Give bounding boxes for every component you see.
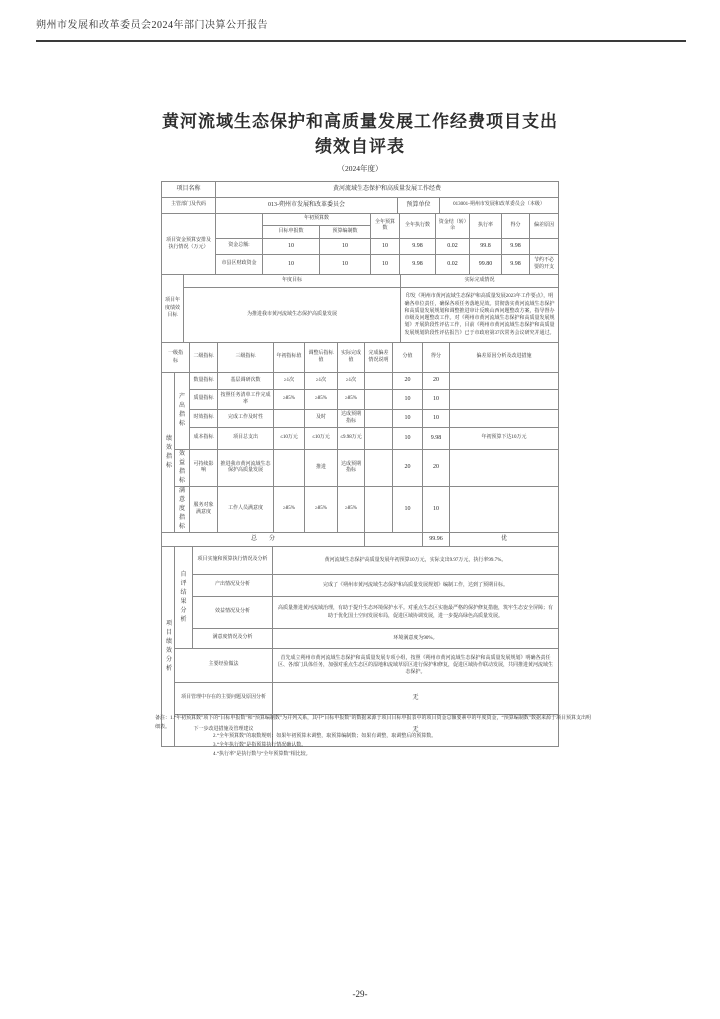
- cell-value: 10: [320, 255, 371, 275]
- score-cell: 10: [423, 487, 450, 533]
- project-name-row: [162, 182, 559, 198]
- analysis-row-label: 项目实施和预算执行情况及分析: [193, 547, 273, 575]
- init-cell: [274, 410, 305, 428]
- footnote-2: 2.“全年预算数”的取数规则：如果年初预算未调整，取预算编制数；如果有调整，取调整后的预算数。: [213, 734, 437, 739]
- adjusted-cell: 及时: [305, 410, 338, 428]
- level2-cell: 时效指标: [190, 410, 218, 428]
- indicators-header-row: [162, 343, 559, 373]
- init-cell: ≥85%: [274, 390, 305, 410]
- adjusted-cell: ≥85%: [305, 487, 338, 533]
- output-indicator-label: 产出指标: [175, 373, 190, 450]
- level3-cell: 基层调研次数: [218, 373, 274, 390]
- page-title: [0, 110, 720, 159]
- points-cell: 20: [393, 373, 423, 390]
- actual-cell: 达成预期指标: [338, 410, 365, 428]
- adjusted-cell: 推进: [305, 450, 338, 487]
- fund-row-label: 市县区财政资金: [216, 255, 263, 275]
- page-number: -29-: [352, 989, 368, 999]
- reason-cell: [450, 450, 559, 487]
- experience-content: 首先成立朔州市黄河流域生态保护和高质量发展专项小组，按照《朔州市黄河流域生态保护和高质量发展规划》明确各责任区、各部门具体任务，加强对重点生态区的湿地和流域草原区进行保护和修复，促进区域协作联动发展，共同推进黄河流域生态保护。: [273, 649, 559, 683]
- rating-value: 优: [450, 533, 559, 547]
- cell-value: 10: [263, 255, 320, 275]
- cell-value: 10: [263, 239, 320, 255]
- init-cell: [274, 450, 305, 487]
- fund-local-row: [162, 255, 559, 275]
- score-cell: 20: [423, 373, 450, 390]
- points-cell: 10: [393, 428, 423, 450]
- indicator-row-quality: [162, 390, 559, 410]
- cell-value: 节约不必要的开支: [530, 255, 559, 275]
- analysis-outer-label: 项目绩效分析: [162, 547, 175, 747]
- deviation-cell: [365, 410, 393, 428]
- problems-label: 项目管理中存在的主要问题及原因分析: [175, 683, 273, 715]
- score-cell: 10: [423, 410, 450, 428]
- fund-total-row: [162, 239, 559, 255]
- fund-section-label: 项目资金预算安排及执行情况（万元）: [162, 214, 216, 275]
- footnotes: [155, 714, 595, 759]
- level1-header: 一级指标: [162, 343, 190, 373]
- analysis-row-content: 完成了《朔州市黄河流域生态保护和高质量发展规划》编制工作，达到了预期目标。: [273, 575, 559, 597]
- goal-section: [161, 274, 559, 343]
- cell-value: 9.98: [400, 255, 436, 275]
- reason-cell: [450, 373, 559, 390]
- reason-cell: 年初预算下达10万元: [450, 428, 559, 450]
- cell-value: 10: [371, 239, 400, 255]
- level2-cell: 数量指标: [190, 373, 218, 390]
- self-evaluation-table: [161, 182, 558, 747]
- deviation-cell: [365, 390, 393, 410]
- indicator-row-cost: [162, 428, 559, 450]
- level2-cell: 可持续影响: [190, 450, 218, 487]
- deviation-cell: [365, 428, 393, 450]
- reason-cell: [450, 390, 559, 410]
- budget-unit-label: 预算单位: [398, 198, 440, 214]
- cell-value: [530, 239, 559, 255]
- cell-value: 0.02: [436, 239, 470, 255]
- benefit-indicator-label: 效益指标: [175, 450, 190, 487]
- annual-goal-text: 为推进我市黄河流域生态保护高质量发展: [184, 288, 401, 343]
- score-cell: 10: [423, 390, 450, 410]
- cell-value: 9.98: [400, 239, 436, 255]
- analysis-row-label: 满意度情况及分析: [193, 629, 273, 649]
- budget-unit-value: 013001-朔州市发展和改革委员会（本级）: [440, 198, 559, 214]
- budget-compiled-header: 预算编制数: [320, 226, 371, 239]
- level2-cell: 质量指标: [190, 390, 218, 410]
- cell-value: 0.02: [436, 255, 470, 275]
- adjusted-cell: ≥1次: [305, 373, 338, 390]
- adjusted-cell: ≤10万元: [305, 428, 338, 450]
- level3-header: 三级指标: [218, 343, 274, 373]
- points-cell: 10: [393, 487, 423, 533]
- satisfaction-indicator-label: 满意度指标: [175, 487, 190, 533]
- footnote-1: 备注：1.“年初预算数”项下的“目标申报数”和“预算编制数”为并列关系，其中“目标申报数”的数据来源于项目目标申报表中的项目资金总额要素中的年度资金，“预算编制数”数据来源于项目预算支出明细表。: [155, 716, 591, 730]
- fund-sublabel-spacer: [216, 214, 263, 239]
- self-eval-label: 自评结果分析: [175, 547, 193, 649]
- init-value-header: 年初指标值: [274, 343, 305, 373]
- department-row: [162, 198, 559, 214]
- actual-cell: ≥85%: [338, 487, 365, 533]
- reason-cell: [450, 410, 559, 428]
- deviation-cell: [365, 487, 393, 533]
- analysis-row-content: 高质量推进黄河流域治理，有助于提升生态环境保护水平。对重点生态区实施最严格的保护修复措施，筑牢生态安全屏障；有助于优化国土空间发展布局，促进区域协调发展，进一步提高绿色高质量发展。: [273, 597, 559, 629]
- annual-goal-header: 年度目标: [184, 275, 401, 288]
- actual-completion-header: 实际完成情况: [401, 275, 559, 288]
- next-steps-label: 下一步改进措施及管理建议: [175, 715, 273, 747]
- level2-cell: 成本指标: [190, 428, 218, 450]
- deviation-reason-header: 偏差原因: [530, 214, 559, 239]
- points-cell: 10: [393, 410, 423, 428]
- indicator-row-satisfaction: [162, 487, 559, 533]
- actual-cell: 达成预期指标: [338, 450, 365, 487]
- reason-cell: [450, 487, 559, 533]
- target-declared-header: 目标申报数: [263, 226, 320, 239]
- indicator-row-timeliness: [162, 410, 559, 428]
- actual-value-header: 实际完成值: [338, 343, 365, 373]
- experience-label: 主要经验做法: [175, 649, 273, 683]
- title-year: （2024年度）: [337, 164, 383, 173]
- actual-cell: ≥1次: [338, 373, 365, 390]
- cell-value: 10: [320, 239, 371, 255]
- level3-cell: 按照任务清单工作完成率: [218, 390, 274, 410]
- indicator-row-benefit: [162, 450, 559, 487]
- next-steps-content: 无: [273, 715, 559, 747]
- analysis-row-execution: [162, 547, 559, 575]
- adjusted-value-header: 调整后指标值: [305, 343, 338, 373]
- total-score-label: 总 分: [162, 533, 365, 547]
- actual-completion-text: 印发《朔州市黄河流域生态保护和高质量发展2023年工作要点》，明确各单位责任，确保各项任务落地见效。贯彻落实黄河流域生态保护和高质量发展规划和调整推进审计反映山西问题整改方案，指导督办市级及问题整改工作。对《朔州市黄河流域生态保护和高质量发展规划》开展阶段性评估工作，目前《朔州市黄河流域生态保护和高质量发展规划阶段性评估报告》已于市政府第37次常务会议研究并通过。: [401, 288, 559, 343]
- fund-row-label: 资金总额:: [216, 239, 263, 255]
- problems-row: [162, 683, 559, 715]
- report-header: 朔州市发展和改革委员会2024年部门决算公开报告: [36, 16, 686, 42]
- project-name-label: 项目名称: [162, 182, 216, 198]
- actual-cell: ≥85%: [338, 390, 365, 410]
- points-cell: 10: [393, 390, 423, 410]
- dept-label: 主管部门及代码: [162, 198, 216, 214]
- cell-value: 99.8: [470, 239, 502, 255]
- level3-cell: 推进我市黄河流域生态保护高质量发展: [218, 450, 274, 487]
- analysis-row-content: 环境满意度为90%。: [273, 629, 559, 649]
- deviation-cell: [365, 450, 393, 487]
- score-cell: 20: [423, 450, 450, 487]
- level2-cell: 服务对象满意度: [190, 487, 218, 533]
- project-name-value: 黄河流域生态保护和高质量发展工作经费: [216, 182, 559, 198]
- goal-section-label: 项目年度绩效目标: [162, 275, 184, 343]
- analysis-row-satisfaction: [162, 629, 559, 649]
- level3-cell: 完成工作及时性: [218, 410, 274, 428]
- experience-row: [162, 649, 559, 683]
- indicator-score-header: 得分: [423, 343, 450, 373]
- level2-header: 二级指标: [190, 343, 218, 373]
- fund-header-row-1: [162, 214, 559, 226]
- indicator-reason-header: 偏差原因分析及改进措施: [450, 343, 559, 373]
- footnote-4: 4.“执行率”是执行数与“全年预算数”相比较。: [213, 752, 311, 757]
- indicator-row-quantity: [162, 373, 559, 390]
- score-cell: 9.98: [423, 428, 450, 450]
- problems-content: 无: [273, 683, 559, 715]
- title-line-1: 黄河流域生态保护和高质量发展工作经费项目支出: [162, 112, 558, 131]
- analysis-row-benefit: [162, 597, 559, 629]
- analysis-row-output: [162, 575, 559, 597]
- init-cell: ≥85%: [274, 487, 305, 533]
- total-score-row: [162, 533, 559, 547]
- level3-cell: 工作人员满意度: [218, 487, 274, 533]
- fund-section: [161, 213, 559, 275]
- score-header: 得分: [502, 214, 530, 239]
- analysis-row-content: 黄河流域生态保护高质量发展年初预算10万元，实际支出9.97万元，执行率99.7%。: [273, 547, 559, 575]
- title-line-2: 绩效自评表: [315, 136, 405, 156]
- total-spacer: [365, 533, 423, 547]
- footnote-3: 3.“全年执行数”是指预算执行情况确认数。: [213, 743, 307, 748]
- dept-value: 013-朔州市发展和改革委员会: [216, 198, 398, 214]
- annual-budget-header: 全年预算数: [371, 214, 400, 239]
- indicators-section: [161, 342, 559, 547]
- init-cell: ≥1次: [274, 373, 305, 390]
- analysis-row-label: 产出情况及分析: [193, 575, 273, 597]
- cell-value: 99.80: [470, 255, 502, 275]
- points-cell: 20: [393, 450, 423, 487]
- info-section: [161, 181, 559, 214]
- total-score-value: 99.96: [423, 533, 450, 547]
- year-start-budget-header: 年初预算数: [263, 214, 371, 226]
- adjusted-cell: ≥85%: [305, 390, 338, 410]
- annual-executed-header: 全年执行数: [400, 214, 436, 239]
- init-cell: ≤10万元: [274, 428, 305, 450]
- deviation-cell: [365, 373, 393, 390]
- analysis-row-label: 效益情况及分析: [193, 597, 273, 629]
- execution-rate-header: 执行率: [470, 214, 502, 239]
- performance-indicator-label: 绩效指标: [162, 373, 175, 533]
- goal-header-row: [162, 275, 559, 288]
- cell-value: 9.98: [502, 255, 530, 275]
- points-header: 分值: [393, 343, 423, 373]
- actual-cell: ≤9.98万元: [338, 428, 365, 450]
- balance-header: 资金结（转）余: [436, 214, 470, 239]
- level3-cell: 项目总支出: [218, 428, 274, 450]
- cell-value: 10: [371, 255, 400, 275]
- goal-content-row: [162, 288, 559, 343]
- deviation-header: 完成偏差情况说明: [365, 343, 393, 373]
- cell-value: 9.98: [502, 239, 530, 255]
